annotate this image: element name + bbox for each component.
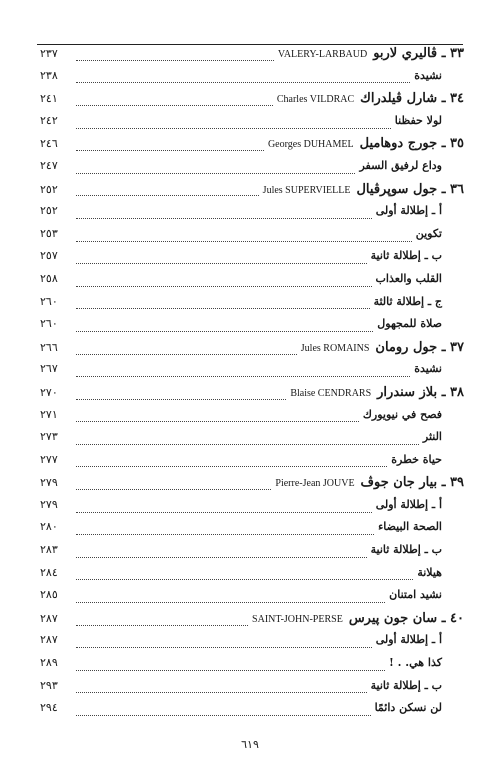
dot-leader bbox=[76, 241, 412, 242]
dot-leader bbox=[76, 444, 419, 445]
entry-page-number: ٢٨٤ bbox=[40, 565, 58, 579]
dot-leader bbox=[76, 60, 274, 61]
entry-number: ٣٦ ـ bbox=[441, 181, 464, 197]
toc-subentry-row bbox=[40, 249, 464, 272]
entry-page-number: ٢٣٧ bbox=[40, 47, 58, 60]
toc-heading-row bbox=[40, 91, 464, 114]
toc-heading-row bbox=[40, 475, 464, 498]
page-number: ٦١٩ bbox=[241, 738, 259, 751]
toc-subentry-row bbox=[40, 159, 464, 182]
entry-latin-name: Pierre-Jean JOUVE bbox=[275, 478, 355, 490]
dot-leader bbox=[76, 286, 372, 287]
entry-page-number: ٢٤٢ bbox=[40, 113, 58, 127]
entry-number: ٤٠ ـ bbox=[441, 610, 464, 626]
entry-title bbox=[416, 227, 464, 240]
entry-arabic-title: أ ـ إطلالة أولى bbox=[375, 204, 442, 218]
dot-leader bbox=[76, 82, 410, 83]
dot-leader bbox=[76, 263, 367, 264]
entry-arabic-title: بيار جان جوڤ bbox=[360, 475, 438, 491]
entry-page-number: ٢٩٤ bbox=[40, 701, 58, 715]
dot-leader bbox=[76, 354, 297, 355]
entry-latin-name: Georges DUHAMEL bbox=[267, 139, 354, 151]
entry-title bbox=[376, 633, 464, 646]
toc-subentry-row bbox=[40, 362, 464, 385]
entry-page-number: ٢٨٧ bbox=[40, 611, 58, 625]
entry-arabic-title: شارل ڤيلدراك bbox=[360, 91, 438, 107]
entry-page-number: ٢٥٧ bbox=[40, 249, 58, 263]
entry-page-number: ٢٧٠ bbox=[40, 385, 58, 399]
toc-subentry-row bbox=[40, 701, 464, 724]
entry-title bbox=[363, 408, 464, 421]
toc-subentry-row bbox=[40, 227, 464, 250]
toc-subentry-row bbox=[40, 679, 464, 702]
entry-arabic-title: أ ـ إطلالة أولى bbox=[375, 497, 442, 511]
entry-page-number: ٢٤١ bbox=[40, 92, 58, 106]
entry-arabic-title: تكوين bbox=[415, 226, 442, 240]
entry-page-number: ٢٨٣ bbox=[40, 543, 58, 557]
dot-leader bbox=[76, 579, 413, 580]
dot-leader bbox=[76, 421, 359, 422]
entry-page-number: ٢٦٧ bbox=[40, 362, 58, 376]
dot-leader bbox=[76, 715, 371, 716]
toc-heading-row bbox=[40, 340, 464, 363]
entry-latin-name: VALERY-LARBAUD bbox=[277, 49, 368, 60]
dot-leader bbox=[76, 625, 248, 626]
entry-title bbox=[263, 182, 464, 197]
entry-arabic-title: القلب والعذاب bbox=[375, 271, 442, 285]
entry-arabic-title: جول رومان bbox=[375, 339, 438, 355]
toc-subentry-row bbox=[40, 295, 464, 318]
entry-page-number: ٢٧٧ bbox=[40, 452, 58, 466]
entry-number: ٣٥ ـ bbox=[441, 136, 464, 152]
entry-page-number: ٢٦٦ bbox=[40, 340, 58, 354]
entry-page-number: ٢٣٨ bbox=[40, 68, 58, 82]
entry-latin-name: Charles VILDRAC bbox=[276, 94, 355, 106]
dot-leader bbox=[76, 218, 372, 219]
entry-page-number: ٢٩٣ bbox=[40, 678, 58, 692]
dot-leader bbox=[76, 399, 286, 400]
entry-title bbox=[376, 498, 464, 511]
entry-arabic-title: ج ـ إطلالة ثالثة bbox=[373, 294, 442, 308]
entry-arabic-title: نشيد امتنان bbox=[389, 588, 442, 602]
toc-subentry-row bbox=[40, 588, 464, 611]
entry-page-number: ٢٤٧ bbox=[40, 158, 58, 172]
toc-subentry-row bbox=[40, 633, 464, 656]
dot-leader bbox=[76, 602, 385, 603]
entry-title bbox=[268, 136, 464, 151]
entry-page-number: ٢٥٢ bbox=[40, 182, 58, 196]
entry-title bbox=[301, 340, 464, 355]
toc-subentry-row bbox=[40, 114, 464, 137]
table-of-contents bbox=[40, 46, 464, 724]
entry-page-number: ٢٥٢ bbox=[40, 204, 58, 218]
dot-leader bbox=[76, 308, 370, 309]
entry-page-number: ٢٧١ bbox=[40, 407, 58, 421]
entry-arabic-title: ب ـ إطلالة ثانية bbox=[370, 543, 442, 557]
entry-arabic-title: الصحة البيضاء bbox=[378, 520, 442, 534]
entry-number: ٣٧ ـ bbox=[441, 339, 464, 355]
entry-arabic-title: هيلانة bbox=[417, 565, 442, 579]
entry-title bbox=[277, 91, 464, 106]
dot-leader bbox=[76, 128, 391, 129]
entry-title bbox=[414, 69, 464, 82]
toc-heading-row bbox=[40, 182, 464, 205]
toc-subentry-row bbox=[40, 272, 464, 295]
toc-subentry-row bbox=[40, 204, 464, 227]
entry-page-number: ٢٤٦ bbox=[40, 137, 58, 151]
entry-title bbox=[389, 588, 464, 601]
entry-arabic-title: لن نسكن دائمًا bbox=[374, 701, 442, 715]
toc-subentry-row bbox=[40, 453, 464, 476]
entry-page-number: ٢٨٧ bbox=[40, 633, 58, 647]
dot-leader bbox=[76, 512, 372, 513]
entry-latin-name: Jules SUPERVIELLE bbox=[262, 184, 351, 196]
entry-arabic-title: نشيدة bbox=[414, 68, 442, 82]
dot-leader bbox=[76, 150, 264, 151]
top-rule bbox=[37, 44, 463, 45]
entry-title bbox=[371, 679, 464, 692]
entry-page-number: ٢٨٩ bbox=[40, 656, 58, 670]
dot-leader bbox=[76, 647, 372, 648]
entry-title bbox=[375, 701, 464, 714]
entry-page-number: ٢٦٠ bbox=[40, 317, 58, 331]
entry-title bbox=[417, 566, 464, 579]
entry-page-number: ٢٧٩ bbox=[40, 497, 58, 511]
entry-number: ٣٨ ـ bbox=[441, 384, 464, 400]
entry-title bbox=[376, 272, 464, 285]
dot-leader bbox=[76, 557, 367, 558]
entry-latin-name: Jules ROMAINS bbox=[300, 342, 370, 354]
entry-arabic-title: ب ـ إطلالة ثانية bbox=[370, 678, 442, 692]
toc-heading-row bbox=[40, 611, 464, 634]
entry-title bbox=[423, 430, 464, 443]
toc-subentry-row bbox=[40, 656, 464, 679]
entry-title bbox=[278, 46, 464, 61]
toc-subentry-row bbox=[40, 498, 464, 521]
entry-arabic-title: ب ـ إطلالة ثانية bbox=[370, 249, 442, 263]
entry-title bbox=[389, 656, 464, 669]
dot-leader bbox=[76, 331, 373, 332]
entry-title bbox=[376, 204, 464, 217]
entry-arabic-title: بلاز سندرار bbox=[377, 384, 438, 400]
entry-latin-name: Blaise CENDRARS bbox=[290, 387, 372, 399]
toc-heading-row bbox=[40, 385, 464, 408]
toc-subentry-row bbox=[40, 317, 464, 340]
dot-leader bbox=[76, 105, 273, 106]
entry-title bbox=[374, 295, 464, 308]
entry-title bbox=[290, 385, 464, 400]
entry-title bbox=[395, 114, 464, 127]
entry-title bbox=[391, 453, 464, 466]
entry-arabic-title: فصح في نيويورك bbox=[362, 407, 442, 421]
dot-leader bbox=[76, 534, 374, 535]
entry-page-number: ٢٥٣ bbox=[40, 226, 58, 240]
entry-arabic-title: حياة خطرة bbox=[391, 452, 442, 466]
toc-heading-row bbox=[40, 136, 464, 159]
entry-arabic-title: أ ـ إطلالة أولى bbox=[375, 633, 442, 647]
dot-leader bbox=[76, 466, 387, 467]
entry-page-number: ٢٥٨ bbox=[40, 271, 58, 285]
entry-arabic-title: ڤاليري لاربو bbox=[373, 46, 438, 61]
entry-title bbox=[378, 520, 464, 533]
entry-page-number: ٢٧٣ bbox=[40, 430, 58, 444]
dot-leader bbox=[76, 670, 385, 671]
entry-arabic-title: وداع لرفيق السفر bbox=[359, 158, 442, 172]
entry-arabic-title: سان جون پيرس bbox=[348, 610, 438, 626]
toc-subentry-row bbox=[40, 408, 464, 431]
entry-page-number: ٢٨٥ bbox=[40, 588, 58, 602]
toc-subentry-row bbox=[40, 543, 464, 566]
entry-number: ٣٣ ـ bbox=[441, 46, 464, 61]
entry-title bbox=[275, 475, 464, 490]
entry-title bbox=[252, 611, 464, 626]
dot-leader bbox=[76, 195, 259, 196]
entry-title bbox=[371, 543, 464, 556]
entry-arabic-title: نشيدة bbox=[414, 362, 442, 376]
entry-page-number: ٢٨٠ bbox=[40, 520, 58, 534]
entry-title bbox=[371, 249, 464, 262]
entry-latin-name: SAINT-JOHN-PERSE bbox=[252, 613, 343, 625]
entry-arabic-title: كذا هي. . ! bbox=[388, 656, 442, 670]
entry-arabic-title: لولا حفظنا bbox=[394, 113, 442, 127]
entry-page-number: ٢٧٩ bbox=[40, 476, 58, 490]
entry-title bbox=[359, 159, 464, 172]
entry-number: ٣٩ ـ bbox=[441, 475, 464, 491]
toc-subentry-row bbox=[40, 69, 464, 92]
toc-heading-row bbox=[40, 46, 464, 69]
entry-title bbox=[414, 362, 464, 375]
dot-leader bbox=[76, 173, 355, 174]
entry-arabic-title: صلاة للمجهول bbox=[377, 317, 442, 331]
entry-arabic-title: النثر bbox=[422, 430, 442, 444]
dot-leader bbox=[76, 692, 367, 693]
entry-number: ٣٤ ـ bbox=[441, 91, 464, 107]
entry-arabic-title: جورج دوهاميل bbox=[359, 136, 438, 152]
entry-title bbox=[377, 317, 464, 330]
toc-subentry-row bbox=[40, 520, 464, 543]
entry-page-number: ٢٦٠ bbox=[40, 294, 58, 308]
toc-subentry-row bbox=[40, 566, 464, 589]
entry-arabic-title: جول سوپرڤيال bbox=[356, 181, 438, 197]
dot-leader bbox=[76, 489, 271, 490]
dot-leader bbox=[76, 376, 410, 377]
toc-subentry-row bbox=[40, 430, 464, 453]
